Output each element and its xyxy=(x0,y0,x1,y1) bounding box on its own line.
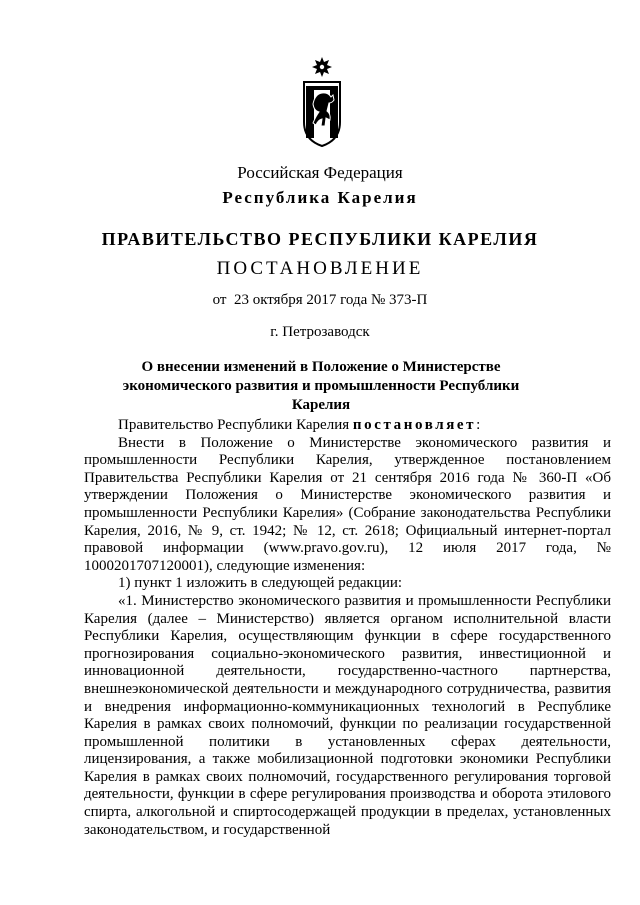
document-city: г. Петрозаводск xyxy=(270,324,370,340)
document-subject: О внесении изменений в Положение о Министерстве экономического развития и промышленности Республики Карелия xyxy=(122,359,520,413)
resolution-lead: Правительство Республики Карелия xyxy=(118,417,353,433)
body-paragraph: 1) пункт 1 изложить в следующей редакции: xyxy=(118,575,403,592)
document-type: ПОСТАНОВЛЕНИЕ xyxy=(216,258,424,279)
federation-name: Российская Федерация xyxy=(237,163,403,182)
government-name: ПРАВИТЕЛЬСТВО РЕСПУБЛИКИ КАРЕЛИЯ xyxy=(101,229,539,249)
body-paragraph: «1. Министерство экономического развития и промышленности Республики Карелия (далее – Министерство) является органом исполнительной власти Республики Карелия, осуществляющим функции в сфере государственного прогнозирования социально-экономического развития, инвестиционной и инновационной деятельности, государственно-частного партнерства, внешнеэкономической деятельности и международного сотрудничества, развития и внедрения информационно-коммуникационных технологий в Республике Карелия в рамках своих полномочий, функции по реализации государственной промышленной политики в установленных сферах деятельности, лицензирования, а также мобилизационной подготовки экономики Республики Карелия в рамках своих полномочий, государственного регулирования торговой деятельности, функции в сфере регулирования производства и оборота этилового спирта, алкогольной и спиртосодержащей продукции в пределах, установленных законодательством, и государственной xyxy=(84,592,611,838)
resolution-keyword: постановляет xyxy=(352,417,477,433)
body-paragraph: Внести в Положение о Министерстве экономического развития и промышленности Республики Карелия, утвержденное постановлением Правительства Республики Карелия от 21 сентября 2016 года № 360-П «Об утверждении Положения о Министерстве экономического развития и промышленности Республики Карелия» (Собрание законодательства Республики Карелия, 2016, № 9, ст. 1942; № 12, ст. 2618; Официальный интернет-портал правовой информации (www.pravo.gov.ru), 12 июля 2017 года, № 1000201707120001), следующие изменения: xyxy=(84,434,611,574)
document-date-number: от 23 октября 2017 года № 373-П xyxy=(212,292,428,308)
document-body xyxy=(84,417,611,839)
body-paragraph xyxy=(84,417,611,435)
republic-name: Республика Карелия xyxy=(222,188,418,207)
resolution-colon: : xyxy=(476,417,481,433)
karelia-coat-of-arms-icon xyxy=(301,56,343,148)
